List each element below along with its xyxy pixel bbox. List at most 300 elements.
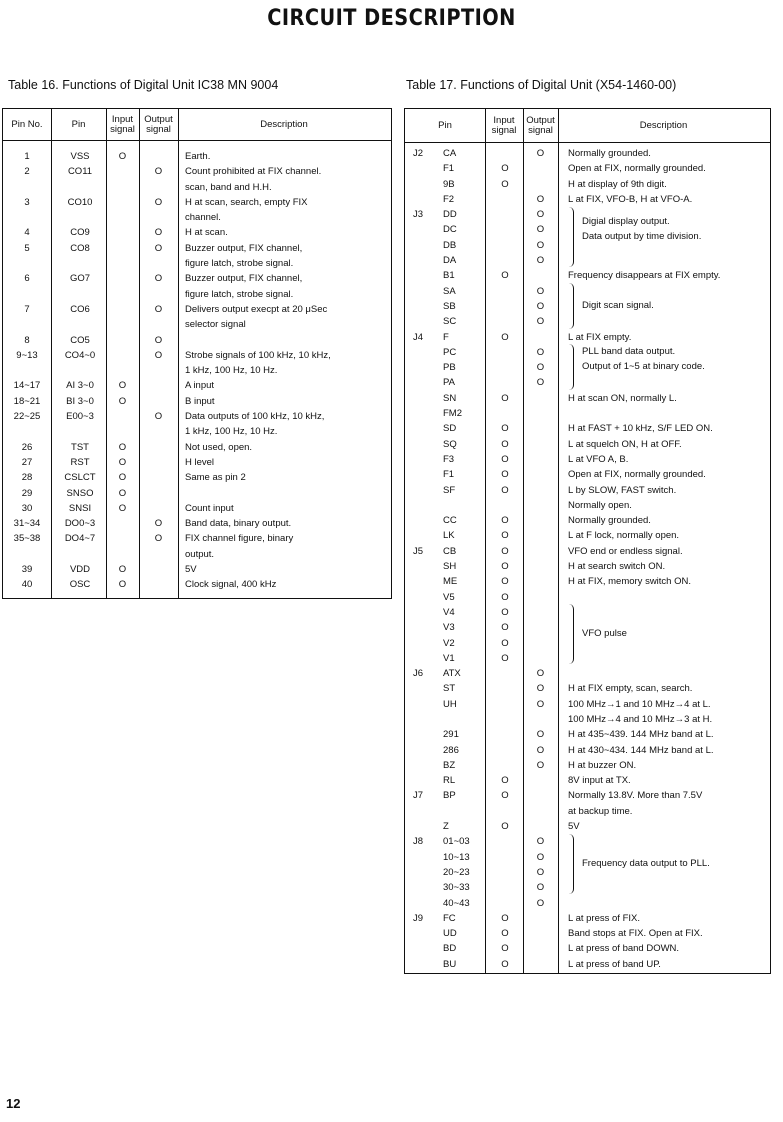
table-row: [3, 180, 391, 195]
pin-name: SB: [443, 300, 456, 312]
input-mark: O: [118, 564, 127, 576]
pin-name: 286: [443, 744, 459, 756]
pin-name: RST: [70, 456, 90, 468]
table-row: [405, 926, 770, 941]
pin-description: 5V: [185, 564, 197, 576]
table-row: [3, 486, 391, 501]
table-row: [405, 421, 770, 436]
input-mark: O: [118, 380, 127, 392]
pin-description: channel.: [185, 212, 221, 224]
pin-description: Count prohibited at FIX channel.: [185, 166, 322, 178]
pin-description: 1 kHz, 100 Hz, 10 Hz.: [185, 365, 278, 377]
input-mark: O: [501, 438, 509, 450]
input-mark: O: [501, 821, 509, 833]
pin-description: Earth.: [185, 151, 211, 162]
input-mark: O: [501, 790, 509, 802]
table-row: [405, 957, 770, 972]
pin-name: OSC: [69, 579, 91, 591]
table-row: [405, 437, 770, 452]
input-mark: O: [501, 469, 509, 481]
pin-number: 2: [24, 166, 30, 178]
table-row: [3, 516, 391, 531]
pin-number: 29: [21, 487, 33, 499]
input-mark: O: [501, 943, 509, 955]
table-row: [3, 164, 391, 179]
output-mark: O: [536, 239, 545, 251]
pin-name: 10~13: [443, 851, 470, 863]
pin-name: UD: [443, 928, 457, 940]
table-row: [405, 758, 770, 773]
pin-description: Count input: [185, 502, 234, 514]
pin-name: PA: [443, 377, 455, 389]
output-mark: O: [154, 196, 163, 208]
output-mark: O: [536, 759, 545, 771]
output-mark: O: [536, 668, 545, 680]
pin-description: scan, band and H.H.: [185, 181, 272, 193]
input-mark: O: [501, 622, 509, 634]
pin-name: CA: [443, 148, 457, 159]
pin-description: A input: [185, 380, 215, 392]
pin-description: Data outputs of 100 kHz, 10 kHz,: [185, 411, 325, 423]
pin-number: 40: [21, 579, 33, 591]
input-mark: O: [501, 484, 509, 496]
pin-name: F1: [443, 163, 455, 175]
page-number: 12: [6, 1096, 21, 1111]
pin-name: 291: [443, 729, 459, 741]
pin-description: Not used, open.: [185, 441, 253, 453]
connector-group: J6: [413, 668, 424, 680]
connector-group: J7: [413, 790, 424, 802]
pin-name: SF: [443, 484, 456, 496]
brace: [569, 344, 574, 390]
pin-description: Buzzer output, FIX channel,: [185, 242, 303, 254]
table-row: [405, 727, 770, 742]
table-row: [405, 880, 770, 895]
pin-name: LK: [443, 530, 455, 542]
table-row: [405, 391, 770, 406]
pin-number: 26: [21, 441, 33, 453]
pin-number: 18~21: [13, 395, 41, 407]
pin-description: H level: [185, 456, 215, 468]
pin-description: 100 MHz→4 and 10 MHz→3 at H.: [568, 713, 713, 725]
table-row: [3, 562, 391, 577]
output-mark: O: [154, 334, 163, 346]
pin-name: SQ: [443, 438, 457, 450]
table-row: [405, 513, 770, 528]
pin-name: ST: [443, 683, 456, 695]
table-row: [3, 455, 391, 470]
pin-name: SNSO: [66, 487, 94, 499]
pin-name: CSLCT: [64, 472, 96, 484]
brace-note: Frequency data output to PLL.: [582, 858, 710, 869]
table-row: [3, 363, 391, 378]
pin-name: V1: [443, 652, 455, 664]
brace: [569, 283, 574, 329]
pin-name: BD: [443, 943, 457, 955]
table16-header-output: Output signal: [144, 114, 173, 135]
pin-description: L at press of FIX.: [568, 912, 640, 924]
output-mark: O: [536, 224, 545, 236]
connector-group: J2: [413, 148, 424, 159]
output-mark: O: [536, 897, 545, 909]
pin-description: Delivers output execpt at 20 μSec: [185, 303, 328, 315]
pin-description: figure latch, strobe signal.: [185, 258, 294, 270]
input-mark: O: [501, 515, 509, 527]
table16: [2, 108, 392, 599]
input-mark: O: [501, 591, 509, 603]
pin-number: 31~34: [13, 518, 41, 530]
input-mark: O: [501, 958, 509, 970]
output-mark: O: [154, 303, 163, 315]
input-mark: O: [118, 151, 127, 162]
pin-name: CO9: [70, 227, 90, 239]
pin-description: B input: [185, 395, 215, 407]
table-row: [3, 348, 391, 363]
table17-header-input: Input signal: [491, 115, 517, 136]
pin-name: GO7: [69, 273, 91, 285]
pin-number: 30: [21, 502, 33, 514]
table-row: [3, 317, 391, 332]
input-mark: O: [118, 579, 127, 591]
pin-name: V3: [443, 622, 455, 634]
output-mark: O: [536, 729, 545, 741]
pin-name: V2: [443, 637, 455, 649]
pin-name: DB: [443, 239, 457, 251]
table17-caption: Table 17. Functions of Digital Unit (X54-1460-00): [406, 78, 677, 92]
table-row: [405, 896, 770, 911]
pin-description: H at FAST + 10 kHz, S/F LED ON.: [568, 423, 713, 435]
pin-name: PB: [443, 362, 456, 374]
table-row: [405, 743, 770, 758]
output-mark: O: [154, 242, 163, 254]
pin-name: VDD: [69, 564, 91, 576]
pin-name: V5: [443, 591, 455, 603]
brace-note: Digial display output.: [582, 216, 670, 227]
pin-name: ATX: [443, 668, 461, 680]
pin-number: 3: [24, 196, 30, 208]
table-row: [405, 773, 770, 788]
pin-description: Normally open.: [568, 499, 632, 511]
output-mark: O: [536, 744, 545, 756]
pin-description: Strobe signals of 100 kHz, 10 kHz,: [185, 349, 331, 361]
output-mark: O: [536, 698, 545, 710]
pin-name: 20~23: [443, 866, 470, 878]
pin-description: Normally grounded.: [568, 515, 651, 527]
table-row: [3, 241, 391, 256]
pin-description: Band data, binary output.: [185, 518, 292, 530]
pin-number: 39: [21, 564, 33, 576]
table-row: [405, 697, 770, 712]
table-row: [405, 574, 770, 589]
pin-description: Same as pin 2: [185, 472, 246, 484]
table-row: [3, 271, 391, 286]
table-row: [405, 590, 770, 605]
pin-description: VFO end or endless signal.: [568, 545, 683, 557]
pin-name: DO4~7: [64, 533, 96, 545]
pin-name: VSS: [70, 151, 90, 162]
pin-name: DA: [443, 255, 457, 267]
table-row: [405, 712, 770, 727]
table-row: [405, 666, 770, 681]
pin-description: Frequency disappears at FIX empty.: [568, 270, 721, 282]
pin-name: BP: [443, 790, 456, 802]
brace-note: VFO pulse: [582, 628, 627, 639]
table16-header-pin-no: Pin No.: [11, 119, 43, 130]
table-row: [3, 333, 391, 348]
output-mark: O: [536, 377, 545, 389]
pin-name: AI 3~0: [66, 380, 94, 392]
table-row: [405, 177, 770, 192]
pin-description: H at search switch ON.: [568, 561, 666, 573]
pin-number: 4: [24, 227, 30, 239]
brace-note: Output of 1~5 at binary code.: [582, 361, 705, 372]
table-row: [405, 330, 770, 345]
pin-description: figure latch, strobe signal.: [185, 288, 294, 300]
pin-description: H at FIX, memory switch ON.: [568, 576, 691, 588]
pin-name: 30~33: [443, 882, 470, 894]
pin-description: Buzzer output, FIX channel,: [185, 273, 303, 285]
output-mark: O: [536, 362, 545, 374]
pin-description: FIX channel figure, binary: [185, 533, 294, 545]
pin-name: CO11: [67, 166, 93, 178]
output-mark: O: [536, 882, 545, 894]
brace-note: PLL band data output.: [582, 346, 676, 357]
table16-header-input: Input signal: [110, 114, 135, 135]
pin-description: Clock signal, 400 kHz: [185, 579, 277, 591]
brace: [569, 834, 574, 894]
pin-number: 22~25: [13, 411, 41, 423]
pin-name: UH: [443, 698, 457, 710]
table-row: [405, 605, 770, 620]
table17-body: [405, 146, 770, 972]
input-mark: O: [501, 423, 509, 435]
table17-header-output: Output signal: [526, 115, 555, 136]
connector-group: J9: [413, 912, 424, 924]
table-row: [405, 314, 770, 329]
pin-name: ME: [443, 576, 458, 588]
table-row: [405, 819, 770, 834]
pin-description: H at scan ON, normally L.: [568, 392, 677, 404]
pin-number: 1: [24, 151, 30, 162]
table-row: [405, 941, 770, 956]
output-mark: O: [536, 193, 545, 205]
pin-name: E00~3: [66, 411, 94, 423]
connector-group: J3: [413, 209, 424, 221]
connector-group: J5: [413, 545, 424, 557]
table-row: [3, 409, 391, 424]
output-mark: O: [536, 316, 545, 328]
pin-description: Normally 13.8V. More than 7.5V: [568, 790, 703, 802]
pin-name: FM2: [443, 408, 462, 420]
table-row: [405, 788, 770, 803]
table-row: [405, 467, 770, 482]
pin-name: PC: [443, 346, 457, 358]
table17-header-description: Description: [639, 120, 688, 131]
pin-number: 27: [21, 456, 33, 468]
table-row: [405, 375, 770, 390]
pin-name: F1: [443, 469, 455, 481]
pin-name: CO6: [70, 303, 90, 315]
table-row: [3, 210, 391, 225]
output-mark: O: [154, 273, 163, 285]
pin-description: 100 MHz→1 and 10 MHz→4 at L.: [568, 698, 711, 710]
table-row: [405, 651, 770, 666]
brace: [569, 604, 574, 664]
table-row: [3, 577, 391, 592]
output-mark: O: [536, 836, 545, 848]
pin-description: H at display of 9th digit.: [568, 178, 667, 190]
output-mark: O: [536, 866, 545, 878]
pin-name: CO8: [70, 242, 90, 254]
pin-name: DO0~3: [64, 518, 96, 530]
input-mark: O: [501, 178, 509, 190]
output-mark: O: [536, 346, 545, 358]
table-row: [3, 149, 391, 164]
pin-name: RL: [443, 775, 456, 787]
input-mark: O: [501, 530, 509, 542]
table17: [404, 108, 771, 974]
table-row: [405, 406, 770, 421]
input-mark: O: [118, 395, 127, 407]
table-row: [3, 256, 391, 271]
pin-description: L at FIX empty.: [568, 331, 632, 343]
pin-description: H at scan.: [185, 227, 228, 239]
pin-name: 40~43: [443, 897, 470, 909]
table-row: [405, 253, 770, 268]
output-mark: O: [536, 148, 545, 159]
table-row: [405, 483, 770, 498]
table-row: [405, 498, 770, 513]
pin-name: B1: [443, 270, 455, 282]
input-mark: O: [501, 453, 509, 465]
output-mark: O: [154, 533, 163, 545]
table-row: [3, 378, 391, 393]
pin-name: DD: [443, 209, 457, 221]
output-mark: O: [154, 411, 163, 423]
pin-name: CO4~0: [64, 349, 96, 361]
pin-name: CB: [443, 545, 457, 557]
pin-name: F2: [443, 193, 455, 205]
table-row: [3, 225, 391, 240]
output-mark: O: [536, 851, 545, 863]
table-row: [3, 195, 391, 210]
brace: [569, 207, 574, 267]
input-mark: O: [501, 545, 509, 557]
pin-number: 7: [24, 303, 30, 315]
pin-name: CO5: [70, 334, 90, 346]
table16-header-description: Description: [260, 119, 308, 130]
pin-name: SNSI: [68, 502, 92, 514]
brace-note: Digit scan signal.: [582, 300, 654, 311]
pin-name: Z: [443, 821, 449, 833]
table-row: [3, 531, 391, 546]
pin-name: DC: [443, 224, 457, 236]
table17-header-pin: Pin: [438, 120, 452, 131]
connector-group: J4: [413, 331, 424, 343]
pin-number: 9~13: [16, 349, 38, 361]
pin-description: 8V input at TX.: [568, 775, 631, 787]
table-row: [405, 804, 770, 819]
input-mark: O: [501, 912, 509, 924]
input-mark: O: [501, 331, 509, 343]
table-row: [405, 284, 770, 299]
table-row: [405, 544, 770, 559]
pin-description: L at F lock, normally open.: [568, 530, 680, 542]
pin-description: 1 kHz, 100 Hz, 10 Hz.: [185, 426, 278, 438]
input-mark: O: [501, 637, 509, 649]
pin-name: F3: [443, 453, 455, 465]
output-mark: O: [154, 166, 163, 178]
table-row: [405, 559, 770, 574]
pin-description: 5V: [568, 821, 580, 833]
input-mark: O: [501, 652, 509, 664]
table-row: [3, 440, 391, 455]
pin-description: H at buzzer ON.: [568, 759, 637, 771]
output-mark: O: [536, 209, 545, 221]
pin-number: 6: [24, 273, 30, 285]
pin-description: Open at FIX, normally grounded.: [568, 163, 706, 175]
pin-description: selector signal: [185, 319, 246, 331]
pin-name: 9B: [443, 178, 455, 190]
pin-name: SN: [443, 392, 457, 404]
output-mark: O: [154, 518, 163, 530]
pin-description: L at VFO A, B.: [568, 453, 629, 465]
input-mark: O: [501, 606, 509, 618]
table-row: [405, 681, 770, 696]
table-row: [3, 424, 391, 439]
pin-name: 01~03: [443, 836, 470, 848]
pin-description: H at scan, search, empty FIX: [185, 196, 308, 208]
pin-name: CO10: [67, 196, 93, 208]
table-row: [405, 161, 770, 176]
table-row: [3, 287, 391, 302]
pin-name: SH: [443, 561, 457, 573]
pin-description: Normally grounded.: [568, 148, 651, 159]
input-mark: O: [501, 163, 509, 175]
table-row: [405, 911, 770, 926]
input-mark: O: [501, 928, 509, 940]
table-row: [405, 834, 770, 849]
table-row: [3, 470, 391, 485]
connector-group: J8: [413, 836, 424, 848]
table16-caption: Table 16. Functions of Digital Unit IC38 MN 9004: [8, 78, 279, 92]
pin-description: Band stops at FIX. Open at FIX.: [568, 928, 703, 940]
pin-name: TST: [71, 441, 89, 453]
pin-description: L at press of band DOWN.: [568, 943, 680, 955]
table-row: [405, 268, 770, 283]
input-mark: O: [501, 392, 509, 404]
input-mark: O: [501, 270, 509, 282]
table-row: [3, 394, 391, 409]
input-mark: O: [501, 576, 509, 588]
output-mark: O: [154, 227, 163, 239]
pin-number: 28: [21, 472, 33, 484]
input-mark: O: [501, 775, 509, 787]
table-row: [405, 192, 770, 207]
pin-name: F: [443, 331, 449, 343]
pin-description: output.: [185, 548, 215, 560]
output-mark: O: [536, 255, 545, 267]
input-mark: O: [118, 456, 127, 468]
pin-name: BI 3~0: [66, 395, 94, 407]
pin-description: H at 430~434. 144 MHz band at L.: [568, 744, 714, 756]
table16-body: [3, 149, 391, 593]
pin-description: Open at FIX, normally grounded.: [568, 469, 706, 481]
pin-name: SC: [443, 316, 457, 328]
input-mark: O: [118, 487, 127, 499]
pin-name: SD: [443, 423, 457, 435]
pin-description: H at 435~439. 144 MHz band at L.: [568, 729, 714, 741]
